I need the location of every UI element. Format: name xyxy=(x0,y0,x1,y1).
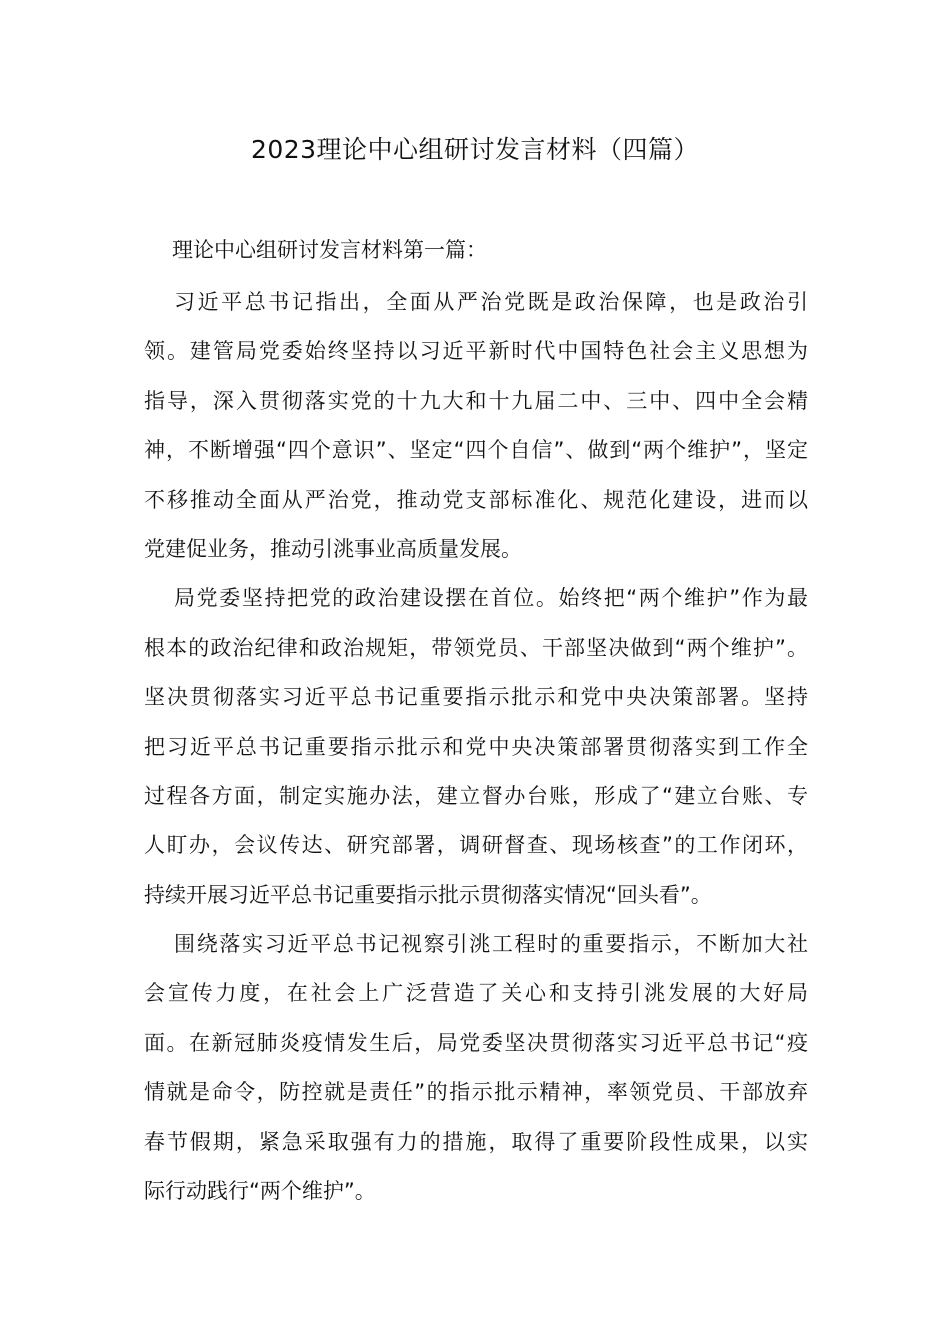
paragraph-line: 根本的政治纪律和政治规矩，带领党员、干部坚决做到“两个维护”。 xyxy=(144,635,808,660)
section-heading: 理论中心组研讨发言材料第一篇： xyxy=(172,238,487,262)
paragraph-line: 习近平总书记指出，全面从严治党既是政治保障，也是政治引 xyxy=(174,290,808,314)
paragraph-line: 春节假期，紧急采取强有力的措施，取得了重要阶段性成果，以实 xyxy=(144,1129,808,1154)
paragraph-line: 领。建管局党委始终坚持以习近平新时代中国特色社会主义思想为 xyxy=(144,339,808,364)
paragraph-1 xyxy=(144,278,808,574)
paragraph-line: 过程各方面，制定实施办法，建立督办台账，形成了“建立台账、专 xyxy=(144,783,808,808)
document-body xyxy=(144,278,808,1216)
paragraph-3 xyxy=(144,920,808,1216)
paragraph-line: 指导，深入贯彻落实党的十九大和十九届二中、三中、四中全会精 xyxy=(144,388,808,413)
paragraph-line: 持续开展习近平总书记重要指示批示贯彻落实情况“回头看”。 xyxy=(144,882,712,907)
paragraph-line: 神，不断增强“四个意识”、坚定“四个自信”、做到“两个维护”，坚定 xyxy=(144,438,808,463)
paragraph-line: 坚决贯彻落实习近平总书记重要指示批示和党中央决策部署。坚持 xyxy=(144,685,808,710)
paragraph-line: 情就是命令，防控就是责任”的指示批示精神，率领党员、干部放弃 xyxy=(144,1080,808,1105)
paragraph-line: 际行动践行“两个维护”。 xyxy=(144,1179,376,1204)
paragraph-line: 党建促业务，推动引洮事业高质量发展。 xyxy=(144,536,522,561)
paragraph-line: 面。在新冠肺炎疫情发生后，局党委坚决贯彻落实习近平总书记“疫 xyxy=(144,1030,808,1055)
paragraph-line: 人盯办，会议传达、研究部署，调研督查、现场核查”的工作闭环， xyxy=(144,833,808,858)
paragraph-line: 不移推动全面从严治党，推动党支部标准化、规范化建设，进而以 xyxy=(144,487,808,512)
paragraph-2 xyxy=(144,574,808,920)
document-title: 2023理论中心组研讨发言材料（四篇） xyxy=(250,135,700,164)
paragraph-line: 局党委坚持把党的政治建设摆在首位。始终把“两个维护”作为最 xyxy=(174,586,808,611)
paragraph-line: 把习近平总书记重要指示批示和党中央决策部署贯彻落实到工作全 xyxy=(144,734,808,759)
paragraph-line: 会宣传力度，在社会上广泛营造了关心和支持引洮发展的大好局 xyxy=(144,981,808,1006)
paragraph-line: 围绕落实习近平总书记视察引洮工程时的重要指示，不断加大社 xyxy=(174,932,808,957)
